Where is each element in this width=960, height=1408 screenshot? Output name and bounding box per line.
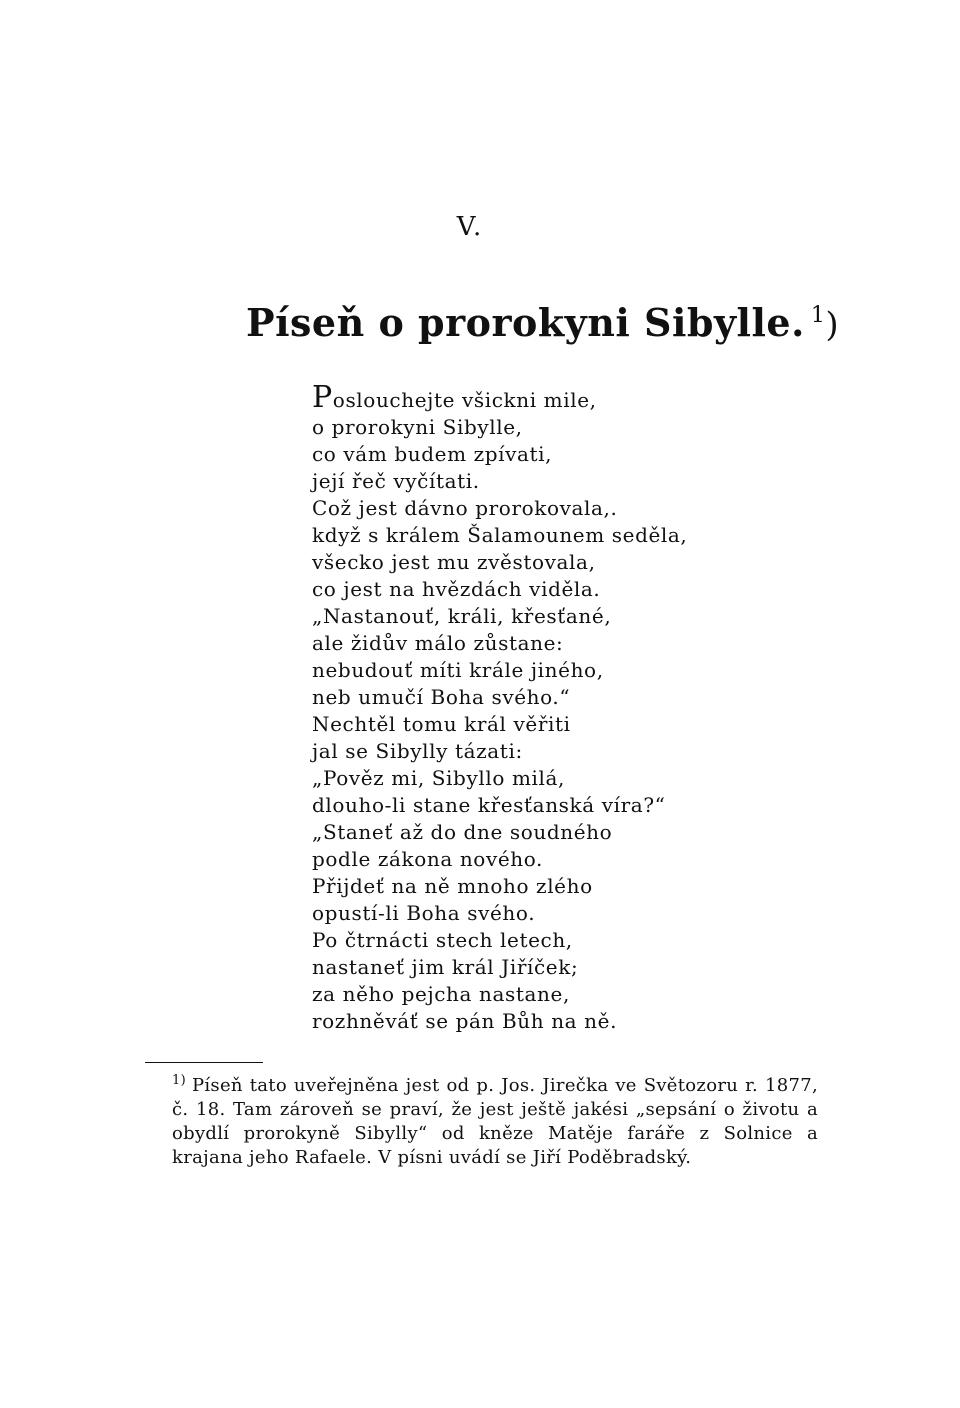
title-footnote-mark: 1 — [810, 303, 826, 329]
song-title — [246, 300, 839, 345]
poem-line: co jest na hvězdách viděla. — [312, 577, 601, 601]
poem-line: „Nastanouť, králi, křesťané, — [312, 604, 612, 628]
poem-line: dlouho-li stane křesťanská víra?“ — [312, 793, 666, 817]
drop-cap: P — [312, 380, 333, 415]
footnote-mark: 1) — [172, 1073, 186, 1088]
chapter-numeral: V. — [456, 212, 484, 242]
poem-line: ale židův málo zůstane: — [312, 631, 564, 655]
footnote-text: Píseň tato uveřejněna jest od p. Jos. Jirečka ve Světozoru r. 1877, č. 18. Tam zároveň se praví, že jest ještě jakési „sepsání o životu a obydlí prorokyně Sibylly“ od kněze Matěje faráře z Solnice a krajana jeho Rafaele. V písni uvádí se Jiří Poděbradský. — [172, 1075, 818, 1168]
poem-line — [312, 380, 687, 415]
song-title-text: Píseň o prorokyni Sibylle. — [246, 300, 805, 345]
poem-line: „Staneť až do dne soudného — [312, 820, 613, 844]
footnote — [172, 1074, 818, 1170]
poem-line: „Pověz mi, Sibyllo milá, — [312, 766, 565, 790]
poem-line: nebudouť míti krále jiného, — [312, 658, 604, 682]
poem-line: rozhněváť se pán Bůh na ně. — [312, 1009, 618, 1033]
poem-line: všecko jest mu zvěstovala, — [312, 550, 596, 574]
poem-line: když s králem Šalamounem seděla, — [312, 523, 688, 547]
poem-line: o prorokyni Sibylle, — [312, 415, 523, 439]
poem-line: Což jest dávno prorokovala,. — [312, 496, 618, 520]
poem-line: za něho pejcha nastane, — [312, 982, 570, 1006]
poem-line: její řeč vyčítati. — [312, 469, 480, 493]
footnote-rule — [145, 1062, 263, 1063]
poem-line: Po čtrnácti stech letech, — [312, 928, 573, 952]
poem-line: Přijdeť na ně mnoho zlého — [312, 874, 593, 898]
poem — [312, 380, 688, 1035]
first-line-text: oslouchejte všickni mile, — [332, 388, 597, 412]
poem-line: Nechtěl tomu král věřiti — [312, 712, 571, 736]
poem-line: nastaneť jim král Jiříček; — [312, 955, 579, 979]
poem-line: jal se Sibylly tázati: — [312, 739, 523, 763]
poem-line: opustí-li Boha svého. — [312, 901, 536, 925]
title-footnote-paren: ) — [825, 305, 840, 345]
poem-line: neb umučí Boha svého.“ — [312, 685, 571, 709]
poem-line: co vám budem zpívati, — [312, 442, 553, 466]
poem-line: podle zákona nového. — [312, 847, 544, 871]
